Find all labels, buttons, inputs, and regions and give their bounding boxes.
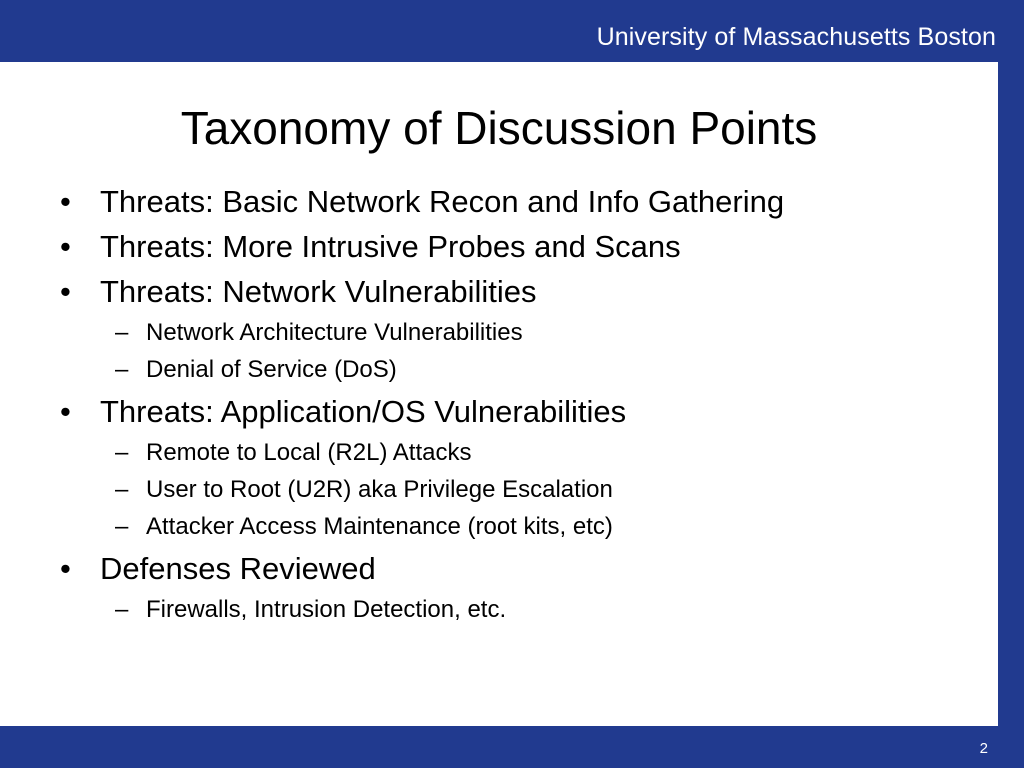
footer-band — [0, 726, 1024, 768]
bullet-item — [60, 184, 785, 220]
bullet-marker: • — [60, 184, 71, 219]
bullet-text: Threats: Application/OS Vulnerabilities — [100, 394, 627, 429]
sub-bullet-marker: – — [115, 356, 129, 383]
sub-bullet-item — [115, 596, 507, 624]
bullet-marker: • — [60, 229, 71, 264]
bullet-marker: • — [60, 551, 71, 586]
sub-bullet-text: Firewalls, Intrusion Detection, etc. — [146, 596, 507, 623]
institution-name: University of Massachusetts Boston — [596, 23, 996, 51]
sub-bullet-text: User to Root (U2R) aka Privilege Escalation — [146, 476, 613, 503]
sub-bullet-text: Attacker Access Maintenance (root kits, etc) — [146, 513, 613, 540]
sub-bullet-marker: – — [115, 319, 129, 346]
slide-title: Taxonomy of Discussion Points — [180, 102, 818, 154]
bullet-item — [60, 274, 537, 310]
bullet-marker: • — [60, 394, 71, 429]
sub-bullet-item — [115, 319, 523, 347]
sub-bullet-text: Remote to Local (R2L) Attacks — [146, 439, 472, 466]
sub-bullet-marker: – — [115, 476, 129, 503]
bullet-text: Defenses Reviewed — [100, 551, 376, 586]
sub-bullet-marker: – — [115, 439, 129, 466]
sub-bullet-marker: – — [115, 596, 129, 623]
bullet-text: Threats: Network Vulnerabilities — [100, 274, 537, 309]
sub-bullet-text: Denial of Service (DoS) — [146, 356, 397, 383]
bullet-text: Threats: More Intrusive Probes and Scans — [100, 229, 681, 264]
sub-bullet-item — [115, 476, 613, 504]
bullet-marker: • — [60, 274, 71, 309]
page-number: 2 — [979, 740, 988, 757]
bullet-item — [60, 229, 681, 265]
right-accent-band — [998, 62, 1024, 726]
sub-bullet-item — [115, 439, 472, 467]
bullet-item — [60, 551, 376, 587]
sub-bullet-item — [115, 356, 397, 384]
header-band — [0, 0, 1024, 62]
sub-bullet-marker: – — [115, 513, 129, 540]
sub-bullet-item — [115, 513, 613, 541]
bullet-text: Threats: Basic Network Recon and Info Gathering — [100, 184, 785, 219]
sub-bullet-text: Network Architecture Vulnerabilities — [146, 319, 523, 346]
bullet-item — [60, 394, 627, 430]
